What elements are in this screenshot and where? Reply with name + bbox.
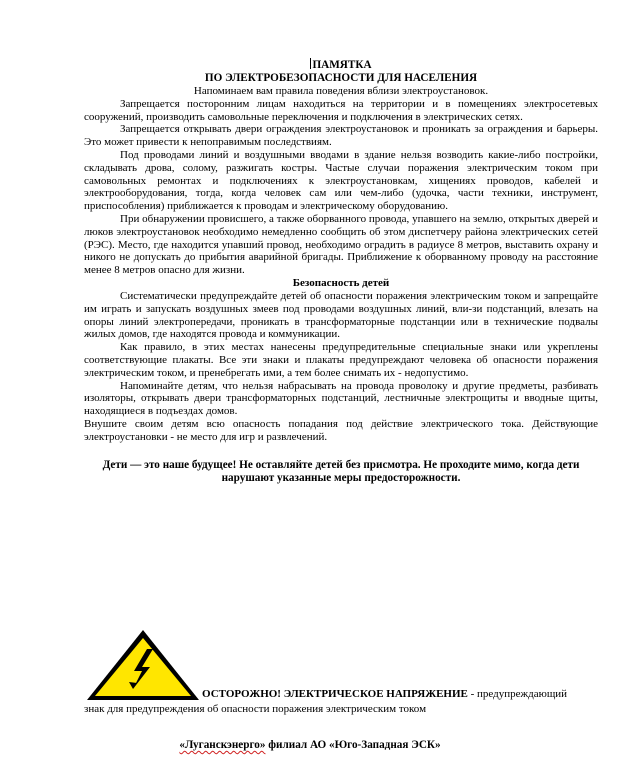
organization-line (0, 739, 620, 751)
appeal-text: Дети — это наше будущее! Не оставляйте детей без присмотра. Не проходите мимо, когда дети нарушают указанные меры предосторожности. (102, 458, 580, 484)
warning-bold-text: ОСТОРОЖНО! ЭЛЕКТРИЧЕСКОЕ НАПРЯЖЕНИЕ (202, 688, 468, 700)
paragraph-1: Запрещается посторонним лицам находиться на территории и в помещениях электросетевых сооружений, производить самовольные переключения и подключения в электрических сетях. (84, 97, 598, 123)
warning-section (84, 627, 598, 716)
intro-text: Напоминаем вам правила поведения вблизи электроустановок. (193, 85, 489, 97)
memo-body (84, 58, 598, 485)
warning-description-part2: знак для предупреждения об опасности поражения электрическим током (84, 703, 427, 715)
title-line-2: ПО ЭЛЕКТРОБЕЗОПАСНОСТИ ДЛЯ НАСЕЛЕНИЯ (204, 72, 478, 84)
paragraph-3: Под проводами линий и воздушными вводами в здание нельзя возводить какие-либо постройки, складывать дрова, солому, разжигать костры. Частые случаи поражения электрическим током при самовольных ремонтах и подключениях к электроустановкам, хищениях проводов, кабелей и электрооборудования, тогда, когда человек сам или чем-либо (удочка, части техники, инструмент, приспособления) приближается к проводам и электрическому оборудованию. (84, 148, 598, 213)
title-line-1: ПАМЯТКА (312, 59, 372, 71)
memo-title (84, 58, 598, 85)
paragraph-2: Запрещается открывать двери ограждения электроустановок и проникать за ограждения и барьеры. Это может привести к непоправимым последствиям. (84, 123, 598, 149)
organization-name: «Луганскэнерго» (179, 739, 266, 751)
children-paragraph-1: Систематически предупреждайте детей об опасности поражения электрическим током и запрещайте им играть и запускать воздушных змеев под проводами воздушных линий, вли-зи подстанций, влезать на опоры линий электропередачи, проникать в трансформаторные подстанции или в технические подвалы жилых домов, где находятся провода и коммуникации. (84, 289, 598, 341)
organization-suffix: филиал АО «Юго-Западная ЭСК» (265, 739, 441, 751)
warning-caption-line (202, 688, 567, 701)
children-paragraph-3: Напоминайте детям, что нельзя набрасывать на провода проволоку и другие предметы, разбивать изоляторы, открывать двери трансформаторных подстанций, лестничные электрощиты и вводные щиты, находящиеся в подъездах домов. (84, 379, 598, 418)
children-paragraph-2: Как правило, в этих местах нанесены предупредительные специальные знаки или укреплены соответствующие плакаты. Все эти знаки и плакаты предупреждают человека об опасности поражения электрическим током, и пренебрегать ими, а тем более снимать их - недопустимо. (84, 341, 598, 379)
children-safety-heading: Безопасность детей (292, 276, 390, 289)
paragraph-4: При обнаружении провисшего, а также оборванного провода, упавшего на землю, открытых дверей и люков электроустановок необходимо немедленно сообщить об этом диспетчеру района электрических сетей (РЭС). Место, где находится упавший провод, необходимо оградить в радиусе 8 метров, выставить охрану и никого не допускать до прибытия аварийной бригады. Приближение к оборванному проводу на расстояние менее 8 метров опасно для жизни. (84, 212, 598, 277)
high-voltage-warning-icon (84, 627, 202, 703)
warning-description-part1: - предупреждающий (467, 688, 568, 700)
children-closing: Внушите своим детям всю опасность попадания под действие электрического тока. Действующие электроустановки - не место для игр и развлечений. (84, 417, 598, 443)
